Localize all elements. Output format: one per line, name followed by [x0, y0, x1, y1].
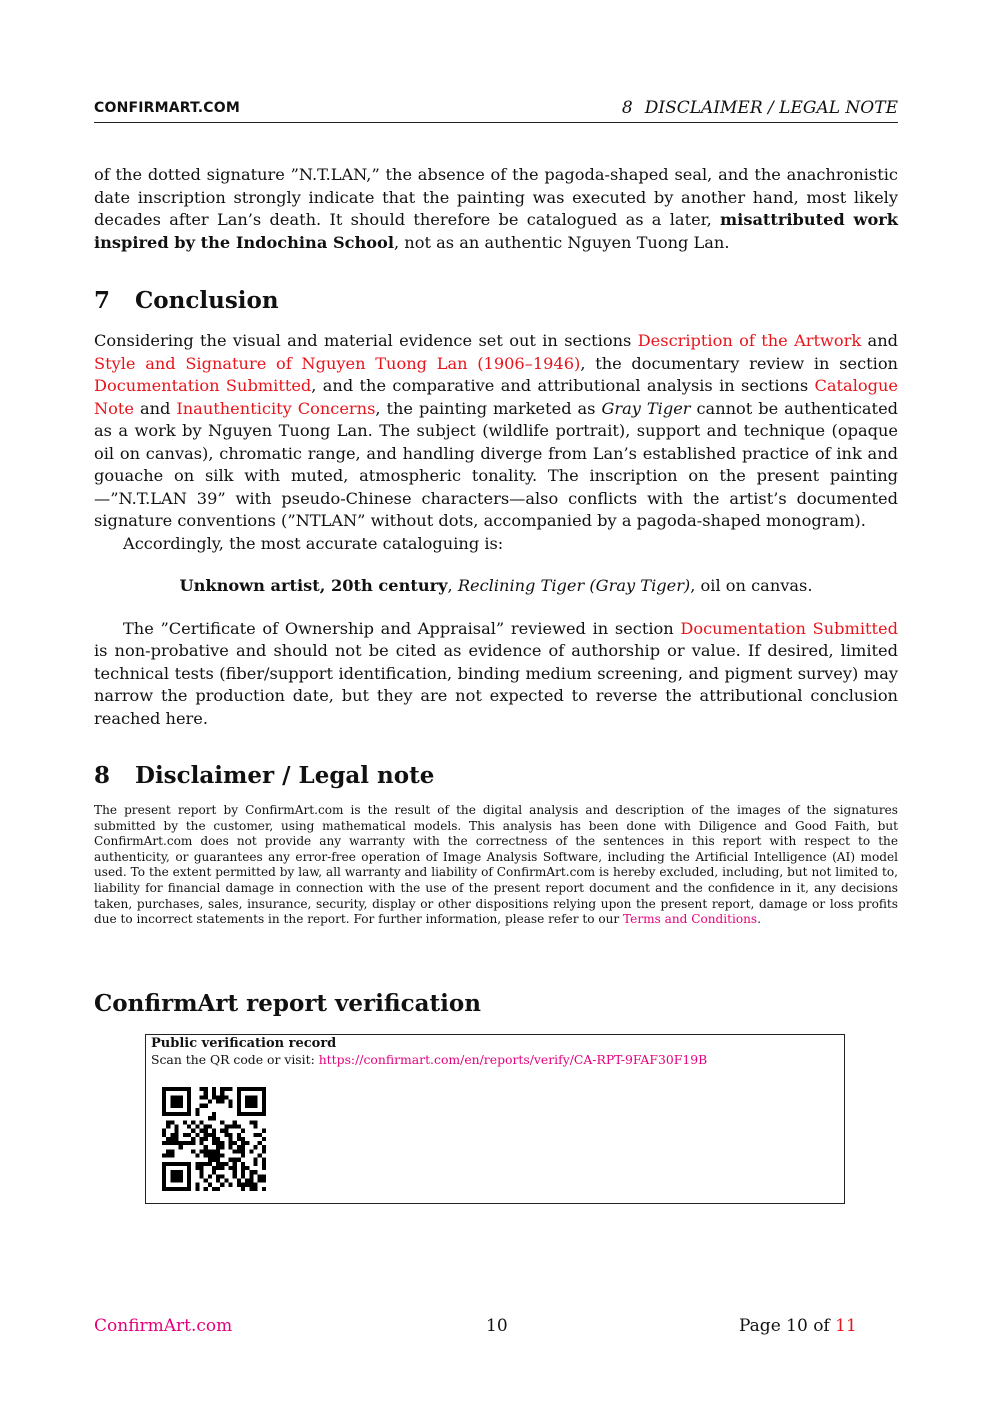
conclusion-paragraph-2: Accordingly, the most accurate cataloguing is:	[123, 533, 504, 553]
link-documentation-submitted-2[interactable]: Documentation Submitted	[680, 618, 898, 638]
catalog-medium: , oil on canvas.	[690, 576, 813, 595]
header-section-number: 8	[621, 98, 633, 118]
verification-box	[145, 1034, 845, 1204]
section-7-number: 7	[94, 287, 111, 314]
text-run: , the painting marketed as	[375, 398, 602, 418]
qr-code-icon[interactable]	[162, 1087, 266, 1191]
text-run: and	[861, 331, 898, 350]
header-section-label	[622, 98, 898, 118]
text-run: , the documentary review in section	[580, 353, 898, 373]
text-run: cannot be authenticated as a work by Nguyen Tuong Lan. The subject (wildlife portrait), support and technique (opaque oil on canvas), chromatic range, and handling diverge from Lan’s established practice of ink and gouache on silk with muted, atmospheric tonality. The inscription on the present painting—”N.T.LAN 39” with pseudo-Chinese characters—also conflicts with the artist’s documented signature conventions (”NTLAN” without dots, accompanied by a pagoda-shaped monogram).	[94, 398, 899, 530]
intro-paragraph	[94, 164, 898, 254]
conclusion-paragraph-3	[94, 618, 898, 731]
verification-box-title: Public verification record	[151, 1036, 337, 1051]
section-7-heading	[94, 286, 898, 316]
section-8-number: 8	[94, 762, 111, 789]
link-documentation-submitted[interactable]: Documentation Submitted	[94, 376, 312, 395]
conclusion-paragraph-1	[94, 330, 898, 533]
footer-page-label: Page 10 of	[739, 1316, 836, 1336]
text-run: The ”Certificate of Ownership and Appraisal” reviewed in section	[123, 618, 681, 638]
verification-scan-line	[151, 1052, 707, 1067]
footer-site-link[interactable]: ConfirmArt.com	[94, 1316, 233, 1336]
text-run: ,	[447, 576, 458, 595]
text-run: Considering the visual and material evidence set out in sections	[94, 331, 638, 350]
link-style-and-signature[interactable]: Style and Signature of Nguyen Tuong Lan (1906–1946)	[94, 353, 581, 373]
running-header	[94, 98, 898, 123]
terms-and-conditions-link[interactable]: Terms and Conditions	[623, 912, 758, 927]
footer-page-number: 10	[486, 1316, 508, 1336]
text-run: is non-probative and should not be cited as evidence of authorship or value. If desired, limited technical tests (fiber/support identification, binding medium screening, and pigment survey) may narrow the production date, but they are not expected to reverse the attributional conclusion reached here.	[94, 641, 898, 728]
footer-total-pages-link[interactable]: 11	[835, 1316, 857, 1336]
text-run: and	[134, 398, 177, 418]
catalog-title: Reclining Tiger (Gray Tiger)	[457, 576, 691, 595]
intro-text-end: , not as an authentic Nguyen Tuong Lan.	[394, 232, 730, 252]
artwork-title-italic: Gray Tiger	[601, 398, 691, 418]
header-section-title: DISCLAIMER / LEGAL NOTE	[644, 98, 898, 118]
link-description-of-artwork[interactable]: Description of the Artwork	[637, 331, 862, 350]
catalog-artist: Unknown artist, 20th century	[179, 576, 448, 595]
section-7-title: Conclusion	[135, 287, 279, 314]
confirmart-logo: CONFIRMART.COM	[94, 100, 241, 116]
intro-bold-text: misattributed work inspired by the Indochina School	[94, 210, 898, 252]
scan-instruction: Scan the QR code or visit:	[151, 1052, 319, 1067]
verification-heading: ConfirmArt report verification	[94, 990, 481, 1017]
section-8-title: Disclaimer / Legal note	[135, 762, 435, 789]
disclaimer-text	[94, 803, 898, 928]
verification-url-link[interactable]: https://confirmart.com/en/reports/verify/CA-RPT-9FAF30F19B	[318, 1052, 708, 1067]
text-run: , and the comparative and attributional analysis in sections	[311, 376, 815, 395]
text-run: .	[757, 912, 761, 927]
main-content	[94, 164, 898, 928]
intro-text: of the dotted signature ”N.T.LAN,” the absence of the pagoda-shaped seal, and the anachronistic date inscription strongly indicate that the painting was executed by another hand, most likely decades after Lan’s death. It should therefore be catalogued as a later,	[94, 165, 898, 229]
cataloguing-entry	[94, 575, 898, 598]
link-catalogue-note[interactable]: Catalogue Note	[94, 376, 898, 418]
footer-page-of	[739, 1316, 857, 1336]
link-inauthenticity-concerns[interactable]: Inauthenticity Concerns	[176, 398, 376, 418]
section-8-heading	[94, 761, 898, 791]
disclaimer-body: The present report by ConfirmArt.com is the result of the digital analysis and description of the images of the signatures submitted by the customer, using mathematical models. This analysis has been done with Diligence and Good Faith, but ConfirmArt.com does not provide any warranty with the correctness of the sentences in this report with respect to the authenticity, or guarantees any error-free operation of Image Analysis Software, including the Artificial Intelligence (AI) model used. To the extent permitted by law, all warranty and liability of ConfirmArt.com is hereby excluded, including, but not limited to, liability for financial damage in connection with the use of the present report document and the confidence in it, any decisions taken, purchases, sales, insurance, security, display or other dispositions relying upon the present report, damage or loss profits due to incorrect statements in the report. For further information, please refer to our	[94, 803, 898, 927]
